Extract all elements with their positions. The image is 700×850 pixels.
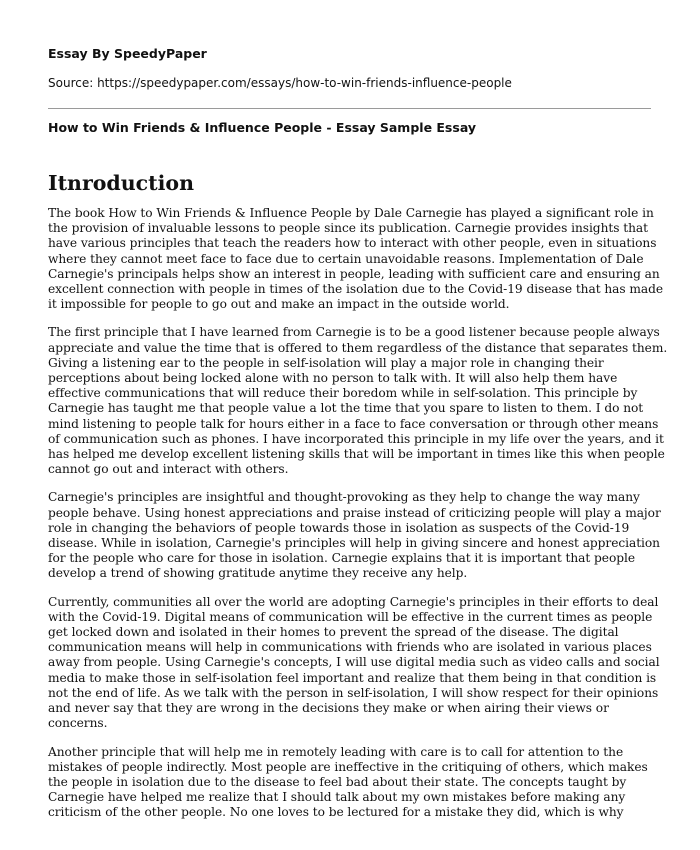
paragraph-line: Currently, communities all over the world are adopting Carnegie's principles in their efforts to deal [48,594,659,609]
paragraph-line: have various principles that teach the readers how to interact with other people, even in situations [48,236,657,251]
paragraph-line: Carnegie's principals helps show an interest in people, leading with sufficient care and ensuring an [48,266,660,281]
paragraph-line: the people in isolation due to the disease to feel bad about their state. The concepts taught by [48,774,627,789]
essay-body [48,206,668,834]
essay-paragraph [48,490,661,581]
paragraph-line: The first principle that I have learned from Carnegie is to be a good listener because people always [48,325,660,340]
paragraph-line: of communication such as phones. I have incorporated this principle in my life over the years, and it [48,431,664,446]
paragraph-line: excellent connection with people in times of the isolation due to the Covid-19 disease that has made [48,282,664,297]
paragraph-line: where they cannot meet face to face due to certain unavoidable reasons. Implementation of Dale [48,251,644,266]
paragraph-line: get locked down and isolated in their homes to prevent the spread of the disease. The digital [48,625,619,640]
document-title: How to Win Friends & Influence People - Essay Sample Essay [48,120,477,135]
essay-paragraph [48,745,658,821]
paragraph-line: has helped me develop excellent listening skills that will be important in times like this when people [48,447,665,462]
header-divider [48,108,651,109]
paragraph-line: not the end of life. As we talk with the person in self-isolation, I will show respect for their opinions [48,685,659,700]
paragraph-line: with the Covid-19. Digital means of communication will be effective in the current times as people [48,609,653,624]
paragraph-line: it impossible for people to go out and make an impact in the outside world. [48,297,510,312]
paragraph-line: appreciate and value the time that is offered to them regardless of the distance that separates them. [48,340,668,355]
paragraph-line: Another principle that will help me in remotely leading with care is to call for attention to the [48,744,624,759]
paragraph-line: develop a trend of showing gratitude anytime they receive any help. [48,566,468,581]
paragraph-line: criticism of the other people. No one loves to be lectured for a mistake they did, which is why [48,805,624,820]
paragraph-line: Carnegie has taught me that people value a lot the time that you spare to listen to them. I do not [48,401,644,416]
paragraph-line: and never say that they are wrong in the decisions they make or when airing their views or [48,701,609,716]
essay-source-line: Source: https://speedypaper.com/essays/how-to-win-friends-influence-people [48,76,512,90]
paragraph-line: away from people. Using Carnegie's concepts, I will use digital media such as video calls and social [48,655,660,670]
paragraph-line: mind listening to people talk for hours either in a face to face conversation or through other means [48,416,659,431]
paragraph-line: communication means will help in communications with friends who are isolated in various places [48,640,652,655]
paragraph-line: The book How to Win Friends & Influence People by Dale Carnegie has played a significant role in [48,206,654,220]
paragraph-line: Carnegie have helped me realize that I should talk about my own mistakes before making any [48,790,626,805]
section-heading: Itnroduction [48,171,194,195]
essay-paragraph [48,325,668,477]
paragraph-line: effective communications that will reduce their boredom while in self-solation. This principle by [48,386,638,401]
essay-paragraph [48,206,664,312]
paragraph-line: Carnegie's principles are insightful and thought-provoking as they help to change the way many [48,490,640,505]
paragraph-line: role in changing the behaviors of people towards those in isolation as suspects of the Covid-19 [48,520,630,535]
paragraph-line: Giving a listening ear to the people in self-isolation will play a major role in changing their [48,355,604,370]
essay-paragraph [48,595,658,732]
paragraph-line: media to make those in self-isolation feel important and realize that them being in that condition is [48,670,657,685]
paragraph-line: concerns. [48,716,108,731]
essay-brand-header: Essay By SpeedyPaper [48,46,207,61]
paragraph-line: the provision of invaluable lessons to people since its publication. Carnegie provides insights that [48,221,648,236]
paragraph-line: mistakes of people indirectly. Most people are ineffective in the critiquing of others, which makes [48,759,648,774]
paragraph-line: people behave. Using honest appreciations and praise instead of criticizing people will play a major [48,505,661,520]
paragraph-line: disease. While in isolation, Carnegie's principles will help in giving sincere and honest appreciation [48,536,660,551]
paragraph-line: perceptions about being locked alone with no person to talk with. It will also help them have [48,371,618,386]
paragraph-line: cannot go out and interact with others. [48,462,289,477]
paragraph-line: for the people who care for those in isolation. Carnegie explains that it is important that people [48,551,636,566]
